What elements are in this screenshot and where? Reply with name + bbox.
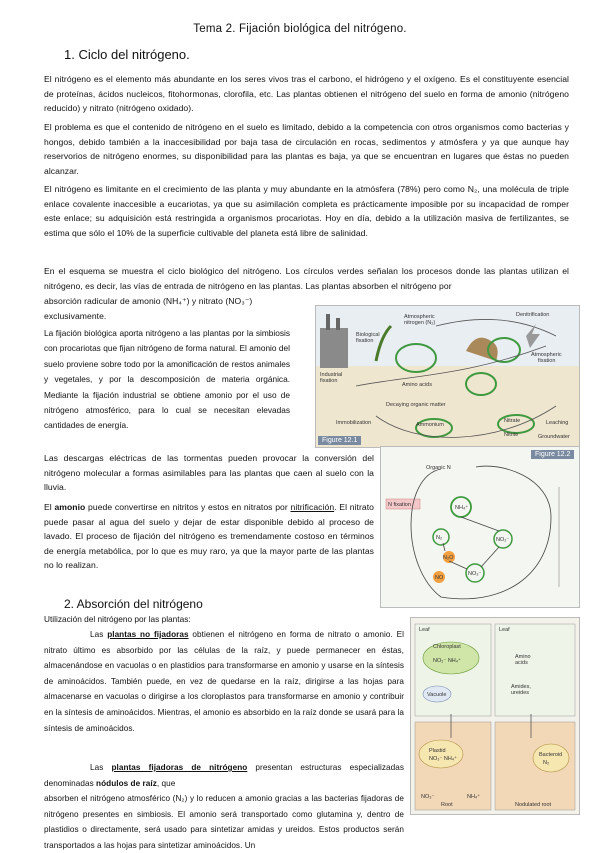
svg-text:Plastid: Plastid <box>429 748 446 754</box>
svg-text:ureides: ureides <box>511 690 530 696</box>
paragraph-1: El nitrógeno es el elemento más abundante en los seres vivos tras el carbono, el hidrógeno y el oxígeno. Es el constituyente esencial de proteínas, ácidos nucleicos, fitohormonas, clorofila, etc. Las plantas obtienen el nitrógeno del suelo en forma de amonio (nitrógeno reducido) y nitrato (nitrógeno oxidado). <box>44 74 569 113</box>
svg-text:N fixation: N fixation <box>388 502 411 508</box>
svg-text:Denitrification: Denitrification <box>516 312 550 318</box>
plant-nitrogen-figure <box>410 617 580 815</box>
svg-text:Biological: Biological <box>356 332 380 338</box>
p7-pre: El <box>44 502 55 512</box>
paragraph-8 <box>44 627 404 736</box>
svg-text:Amino: Amino <box>515 654 531 660</box>
figure-1-label: Figure 12.1 <box>318 436 361 445</box>
paragraph-5: La fijación biológica aporta nitrógeno a las plantas por la simbiosis con procariotas que fijan nitrógeno de forma natural. El amonio del suelo proviene sobre todo por la amonificación de restos animales y vegetales, y por la descomposición de materia orgánica. Mediante la fijación industrial se obtiene amonio por el uso de nitrógeno atmosférico, para lo cual se necesitan elevadas cantidades de energía. <box>44 328 290 431</box>
p9-pre: Las <box>90 763 112 772</box>
p8-post: obtienen el nitrógeno en forma de nitrato o amonio. El nitrato último es absorbido por las células de la raíz, y puede permanecer en éstas, almacenándose en vacuolas o en plastidios para transformarse en amonio y usarse en la síntesis de aminoácidos. También puede, en vez de quedarse en la raíz, dirigirse a las hojas para almacenarse en vacuolas o dirigirse a los cloroplastos para transformarse en amonio y contribuir en la síntesis de aminoácidos. Mientras, el amonio es absorbido en la raíz donde se usará para la síntesis de aminoácidos. <box>44 630 404 733</box>
svg-text:fixation: fixation <box>320 378 338 384</box>
svg-text:fixation: fixation <box>538 358 556 364</box>
svg-text:N₂O: N₂O <box>443 555 454 561</box>
page-title: Tema 2. Fijación biológica del nitrógeno. <box>193 23 407 35</box>
p7-bold: amonio <box>54 502 86 512</box>
p9-mid: presentan estructuras especializadas denominadas <box>44 763 405 788</box>
svg-text:Leaf: Leaf <box>419 627 430 633</box>
p7-mid: puede convertirse en nitritos y estos en nitratos por <box>85 502 291 512</box>
p7-underline: nitrificación <box>290 502 335 512</box>
p9-underline: plantas fijadoras de nitrógeno <box>111 763 248 772</box>
nitrogen-cycle-figure <box>315 305 580 448</box>
svg-text:Industrial: Industrial <box>320 372 343 378</box>
svg-text:NO₂⁻ NH₄⁺: NO₂⁻ NH₄⁺ <box>433 658 461 664</box>
paragraph-3: El nitrógeno es limitante en el crecimiento de las planta y muy abundante en la atmósfera (78%) pero como N₂, una molécula de triple enlace covalente inaccesible a eucariotas, ya que su asimilación completa es prácticamente imposible por su incapacidad de romper este enlace; su adquisición está restringida a organismos procariotas. Hoy en día, debido a la utilización masiva de fertilizantes, se estima que sólo el 10% de la superficie cultivable del planeta está libre de salinidad. <box>44 184 569 238</box>
svg-text:Groundwater: Groundwater <box>538 434 570 440</box>
svg-text:Leaf: Leaf <box>499 627 510 633</box>
svg-text:Nodulated root: Nodulated root <box>515 802 552 808</box>
svg-text:Atmospheric: Atmospheric <box>531 352 562 358</box>
svg-text:NH₄⁺: NH₄⁺ <box>455 505 469 511</box>
svg-text:acids: acids <box>515 660 528 666</box>
svg-text:Leaching: Leaching <box>546 420 569 426</box>
nitrogen-fixation-figure <box>380 446 580 608</box>
p9-post: , que <box>156 778 176 788</box>
svg-text:Amides,: Amides, <box>511 684 531 690</box>
paragraph-4: En el esquema se muestra el ciclo biológico del nitrógeno. Los círculos verdes señalan los procesos donde las plantas utilizan el nitrógeno, es decir, las vías de entrada de nitrógeno en las plantas. Las plantas absorben el nitrógeno por <box>44 266 569 291</box>
svg-text:N₂: N₂ <box>543 760 550 766</box>
p8-underline: plantas no fijadoras <box>107 630 189 639</box>
p7-post: . El nitrato puede pasar al agua del suelo y dejar de estar disponible debido al proceso de lavado. El proceso de fijación del nitrógeno es tremendamente costoso en términos de energía metabólica, por lo que es muy raro, ya que la mayor parte de las plantas no lo realizan. <box>44 502 374 570</box>
svg-text:Organic N: Organic N <box>426 465 451 471</box>
paragraph-4b: absorción radicular de amonio (NH₄⁺) y nitrato (NO₃⁻) <box>44 296 253 306</box>
svg-text:NH₄⁺: NH₄⁺ <box>467 794 481 800</box>
section-heading-2: 2. Absorción del nitrógeno <box>64 597 203 611</box>
paragraph-4c: exclusivamente. <box>44 311 107 321</box>
paragraph-6: Las descargas eléctricas de las tormentas pueden provocar la conversión del nitrógeno molecular a formas asimilables para las plantas que caen al suelo con la lluvia. <box>44 453 374 492</box>
svg-text:Nitrite: Nitrite <box>504 432 519 438</box>
svg-text:fixation: fixation <box>356 338 374 344</box>
svg-text:Chloroplast: Chloroplast <box>433 644 461 650</box>
svg-text:Decaying organic matter: Decaying organic matter <box>386 402 446 408</box>
svg-text:NO₂⁻: NO₂⁻ <box>496 537 510 543</box>
svg-text:Vacuole: Vacuole <box>427 692 447 698</box>
svg-text:Atmospheric: Atmospheric <box>404 314 435 320</box>
nitrogen-cycle-diagram <box>316 306 579 447</box>
nitrogen-fixation-diagram <box>381 447 579 607</box>
utilization-heading: Utilización del nitrógeno por las plantas: <box>44 614 191 624</box>
p8-pre: Las <box>90 630 108 639</box>
svg-text:Ammonium: Ammonium <box>416 422 444 428</box>
figure-2-label: Figure 12.2 <box>531 450 574 459</box>
paragraph-7 <box>44 500 374 573</box>
svg-text:Root: Root <box>441 802 453 808</box>
p9-bold: nódulos de raíz <box>96 778 157 788</box>
svg-text:Nitrate: Nitrate <box>504 418 521 424</box>
svg-text:NO₃⁻: NO₃⁻ <box>421 794 435 800</box>
svg-text:NO₃⁻: NO₃⁻ <box>468 571 482 577</box>
svg-text:Immobilization: Immobilization <box>336 420 372 426</box>
paragraph-9 <box>44 760 404 791</box>
paragraph-10: absorben el nitrógeno atmosférico (N₂) y lo reducen a amonio gracias a las bacterias fijadoras de nitrógeno presentes en simbiosis. El amonio será transportado como glutamina y, dentro de plastidios o directamente, será usado para sintetizar amidas y ureidos. Estos productos serán transportados a las hojas para sintetizar aminoácidos. Un <box>44 794 404 850</box>
svg-text:NO₃⁻ NH₄⁺: NO₃⁻ NH₄⁺ <box>429 756 458 762</box>
svg-text:Amino acids: Amino acids <box>402 382 432 388</box>
svg-text:nitrogen (N₂): nitrogen (N₂) <box>404 320 436 326</box>
svg-text:N₂: N₂ <box>436 535 443 541</box>
plant-nitrogen-diagram <box>411 618 579 814</box>
svg-text:NO: NO <box>435 575 444 581</box>
paragraph-2: El problema es que el contenido de nitrógeno en el suelo es limitado, debido a la competencia con otros organismos como bacterias y hongos, debido también a la inaccesibilidad por baja tasa de circulación en rocas, sedimentos y atmósfera y ya que aunque hay reservorios de nitrógeno enormes, su disponibilidad para las plantas es baja, ya que se encuentran en lugares que éstas no pueden alcanzar. <box>44 122 569 176</box>
svg-text:Bacteroid: Bacteroid <box>539 752 563 758</box>
section-heading-1: 1. Ciclo del nitrógeno. <box>64 47 190 62</box>
